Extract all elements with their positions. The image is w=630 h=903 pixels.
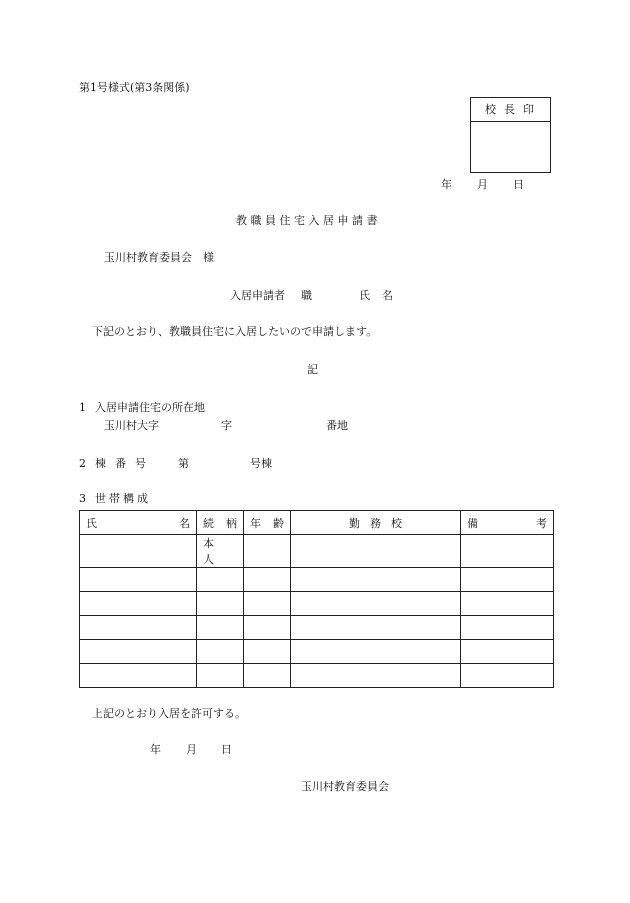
section2-dai: 第 <box>178 457 189 470</box>
cell-school[interactable] <box>291 616 461 640</box>
section2-title: 棟番号 <box>95 457 155 470</box>
cell-remarks[interactable] <box>461 616 554 640</box>
section1-title: 入居申請住宅の所在地 <box>95 401 205 414</box>
date-top-month: 月 <box>477 178 488 191</box>
cell-age[interactable] <box>244 664 291 688</box>
section2-number: 2 <box>79 457 86 470</box>
section1-number: 1 <box>79 401 86 414</box>
cell-name[interactable] <box>80 640 197 664</box>
cell-remarks[interactable] <box>461 592 554 616</box>
cell-age[interactable] <box>244 616 291 640</box>
cell-school[interactable] <box>291 664 461 688</box>
cell-name[interactable] <box>80 568 197 592</box>
table-header-row <box>80 511 554 535</box>
applicant-name-label: 氏名 <box>359 289 405 302</box>
section2-goto: 号棟 <box>250 457 272 470</box>
cell-relation[interactable] <box>197 616 244 640</box>
cell-name[interactable] <box>80 616 197 640</box>
cell-remarks[interactable] <box>461 640 554 664</box>
cell-relation[interactable] <box>197 592 244 616</box>
cell-school[interactable] <box>291 535 461 568</box>
cell-remarks[interactable] <box>461 535 554 568</box>
date-bottom-year: 年 <box>150 743 161 756</box>
addressee: 玉川村教育委員会 様 <box>104 251 214 264</box>
cell-name[interactable] <box>80 664 197 688</box>
ki-label: 記 <box>307 363 318 376</box>
cell-school[interactable] <box>291 592 461 616</box>
approval-text: 上記のとおり入居を許可する。 <box>92 707 246 720</box>
address-prefix: 玉川村大字 <box>104 419 159 432</box>
table-row <box>80 616 554 640</box>
cell-school[interactable] <box>291 640 461 664</box>
header-age: 年 齢 <box>250 516 284 530</box>
date-bottom-month: 月 <box>186 743 197 756</box>
cell-remarks[interactable] <box>461 664 554 688</box>
applicant-label: 入居申請者 <box>230 289 285 302</box>
issuer: 玉川村教育委員会 <box>301 780 389 793</box>
address-aza: 字 <box>221 419 232 432</box>
cell-name[interactable] <box>80 535 197 568</box>
cell-relation[interactable] <box>197 640 244 664</box>
cell-relation[interactable] <box>197 568 244 592</box>
table-row <box>80 535 554 568</box>
cell-remarks[interactable] <box>461 568 554 592</box>
table-row <box>80 664 554 688</box>
header-remarks: 備 考 <box>467 516 547 530</box>
cell-age[interactable] <box>244 568 291 592</box>
document-title: 教職員住宅入居申請書 <box>236 214 381 227</box>
form-number: 第1号様式(第3条関係) <box>79 81 190 94</box>
section3-title: 世帯構成 <box>95 492 151 505</box>
table-row <box>80 640 554 664</box>
household-table <box>79 510 554 688</box>
cell-relation[interactable]: 本人 <box>197 535 244 568</box>
date-top-day: 日 <box>513 178 524 191</box>
table-row <box>80 592 554 616</box>
date-bottom-day: 日 <box>221 743 232 756</box>
principal-stamp-box <box>470 97 551 173</box>
cell-age[interactable] <box>244 592 291 616</box>
header-relation: 続 柄 <box>203 516 237 530</box>
header-school: 勤務校 <box>349 516 412 530</box>
applicant-position-label: 職 <box>301 289 312 302</box>
header-name: 氏 名 <box>86 516 190 530</box>
date-top-year: 年 <box>441 178 452 191</box>
table-row <box>80 568 554 592</box>
cell-age[interactable] <box>244 535 291 568</box>
address-banchi: 番地 <box>326 419 348 432</box>
section3-number: 3 <box>79 492 86 505</box>
cell-school[interactable] <box>291 568 461 592</box>
cell-relation[interactable] <box>197 664 244 688</box>
stamp-label: 校長印 <box>471 98 550 122</box>
intro-text: 下記のとおり、教職員住宅に入居したいので申請します。 <box>92 325 378 338</box>
cell-age[interactable] <box>244 640 291 664</box>
cell-name[interactable] <box>80 592 197 616</box>
